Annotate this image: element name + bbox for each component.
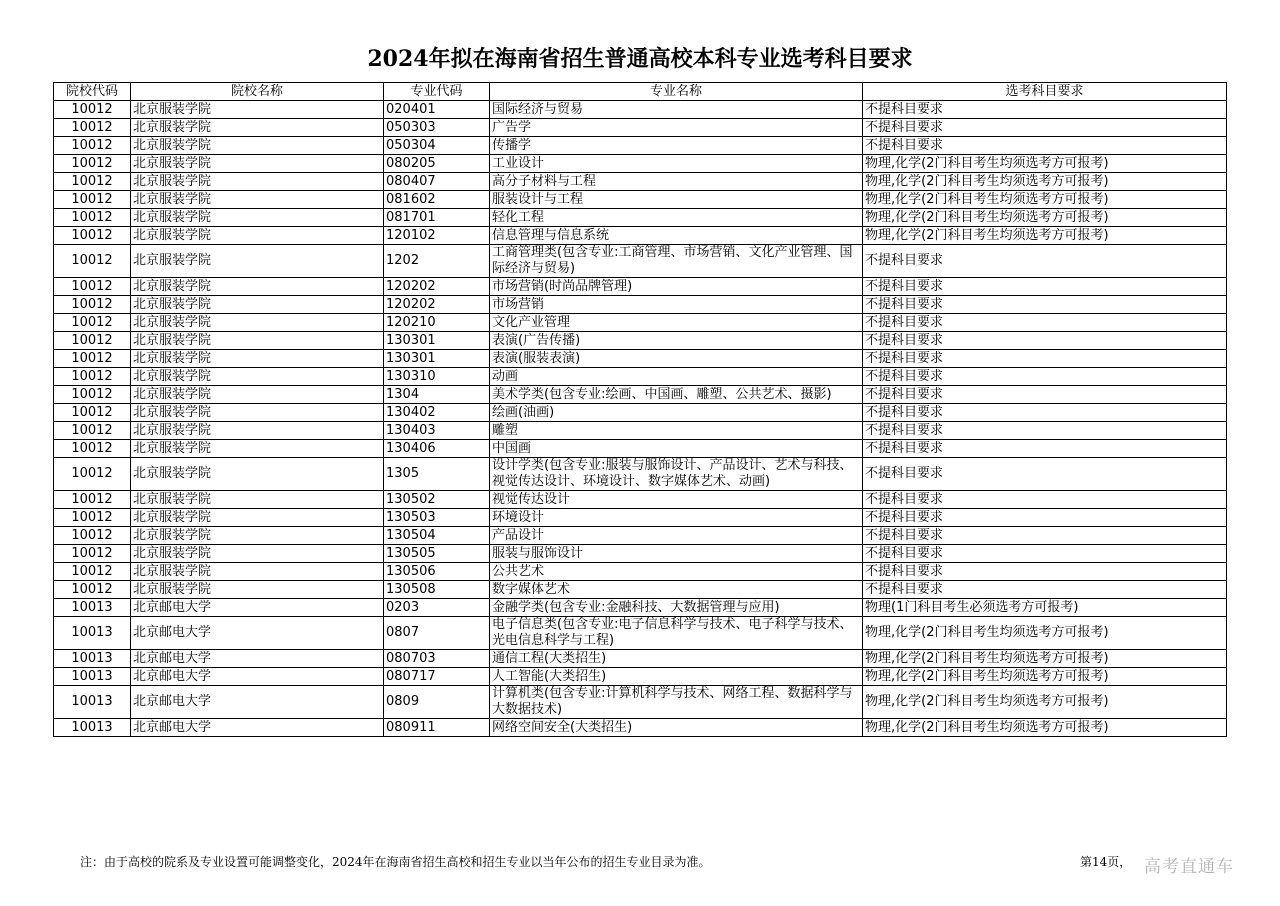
- table-row: [54, 719, 1227, 737]
- school-name-cell: 北京服装学院: [131, 296, 384, 314]
- subject-requirement-cell: 不提科目要求: [863, 458, 1227, 491]
- table-row: [54, 686, 1227, 719]
- table-row: [54, 422, 1227, 440]
- subject-requirement-cell: 物理,化学(2门科目考生均须选考方可报考): [863, 173, 1227, 191]
- table-row: [54, 191, 1227, 209]
- major-code-cell: 130504: [384, 527, 490, 545]
- subject-requirement-cell: 不提科目要求: [863, 314, 1227, 332]
- school-code-cell: 10013: [54, 686, 131, 719]
- major-name-cell: 设计学类(包含专业:服装与服饰设计、产品设计、艺术与科技、视觉传达设计、环境设计、数字媒体艺术、动画): [490, 458, 863, 491]
- subject-requirement-cell: 物理,化学(2门科目考生均须选考方可报考): [863, 719, 1227, 737]
- header-major-code: 专业代码: [384, 83, 490, 101]
- major-code-cell: 020401: [384, 101, 490, 119]
- subject-requirement-cell: 不提科目要求: [863, 332, 1227, 350]
- major-name-cell: 轻化工程: [490, 209, 863, 227]
- table-row: [54, 563, 1227, 581]
- major-code-cell: 120202: [384, 278, 490, 296]
- table-row: [54, 119, 1227, 137]
- table-row: [54, 155, 1227, 173]
- major-code-cell: 130310: [384, 368, 490, 386]
- table-header-row: [54, 83, 1227, 101]
- subject-requirement-cell: 物理,化学(2门科目考生均须选考方可报考): [863, 668, 1227, 686]
- subject-requirement-cell: 不提科目要求: [863, 101, 1227, 119]
- school-name-cell: 北京服装学院: [131, 527, 384, 545]
- requirements-table: [53, 82, 1227, 737]
- table-row: [54, 245, 1227, 278]
- major-code-cell: 050303: [384, 119, 490, 137]
- major-name-cell: 广告学: [490, 119, 863, 137]
- school-name-cell: 北京服装学院: [131, 155, 384, 173]
- major-code-cell: 080717: [384, 668, 490, 686]
- subject-requirement-cell: 物理,化学(2门科目考生均须选考方可报考): [863, 617, 1227, 650]
- major-code-cell: 130503: [384, 509, 490, 527]
- school-code-cell: 10012: [54, 227, 131, 245]
- header-major-name: 专业名称: [490, 83, 863, 101]
- school-code-cell: 10012: [54, 368, 131, 386]
- school-name-cell: 北京服装学院: [131, 581, 384, 599]
- major-code-cell: 080703: [384, 650, 490, 668]
- major-name-cell: 电子信息类(包含专业:电子信息科学与技术、电子科学与技术、光电信息科学与工程): [490, 617, 863, 650]
- major-name-cell: 计算机类(包含专业:计算机科学与技术、网络工程、数据科学与大数据技术): [490, 686, 863, 719]
- subject-requirement-cell: 不提科目要求: [863, 404, 1227, 422]
- school-code-cell: 10012: [54, 404, 131, 422]
- school-code-cell: 10012: [54, 209, 131, 227]
- table-row: [54, 527, 1227, 545]
- footer-note: 注：由于高校的院系及专业设置可能调整变化，2024年在海南省招生高校和招生专业以当年公布的招生专业目录为准。: [80, 855, 711, 869]
- major-code-cell: 081602: [384, 191, 490, 209]
- school-name-cell: 北京服装学院: [131, 209, 384, 227]
- major-name-cell: 国际经济与贸易: [490, 101, 863, 119]
- school-name-cell: 北京服装学院: [131, 173, 384, 191]
- school-code-cell: 10012: [54, 191, 131, 209]
- subject-requirement-cell: 不提科目要求: [863, 119, 1227, 137]
- major-name-cell: 美术学类(包含专业:绘画、中国画、雕塑、公共艺术、摄影): [490, 386, 863, 404]
- school-name-cell: 北京服装学院: [131, 386, 384, 404]
- major-name-cell: 公共艺术: [490, 563, 863, 581]
- page-number: 第14页，: [1080, 855, 1132, 869]
- table-row: [54, 227, 1227, 245]
- subject-requirement-cell: 物理,化学(2门科目考生均须选考方可报考): [863, 650, 1227, 668]
- major-name-cell: 环境设计: [490, 509, 863, 527]
- major-code-cell: 130502: [384, 491, 490, 509]
- major-name-cell: 金融学类(包含专业:金融科技、大数据管理与应用): [490, 599, 863, 617]
- school-name-cell: 北京服装学院: [131, 137, 384, 155]
- school-code-cell: 10012: [54, 119, 131, 137]
- subject-requirement-cell: 不提科目要求: [863, 350, 1227, 368]
- document-title: 2024年拟在海南省招生普通高校本科专业选考科目要求: [367, 46, 913, 72]
- subject-requirement-cell: 不提科目要求: [863, 386, 1227, 404]
- major-name-cell: 服装设计与工程: [490, 191, 863, 209]
- school-name-cell: 北京服装学院: [131, 278, 384, 296]
- major-name-cell: 传播学: [490, 137, 863, 155]
- school-code-cell: 10013: [54, 617, 131, 650]
- school-name-cell: 北京服装学院: [131, 404, 384, 422]
- header-school-code: 院校代码: [54, 83, 131, 101]
- school-name-cell: 北京服装学院: [131, 227, 384, 245]
- school-code-cell: 10012: [54, 422, 131, 440]
- major-code-cell: 130402: [384, 404, 490, 422]
- major-name-cell: 信息管理与信息系统: [490, 227, 863, 245]
- major-code-cell: 1305: [384, 458, 490, 491]
- school-name-cell: 北京服装学院: [131, 245, 384, 278]
- school-code-cell: 10012: [54, 563, 131, 581]
- major-code-cell: 130505: [384, 545, 490, 563]
- school-code-cell: 10012: [54, 440, 131, 458]
- major-name-cell: 视觉传达设计: [490, 491, 863, 509]
- major-code-cell: 081701: [384, 209, 490, 227]
- school-name-cell: 北京邮电大学: [131, 650, 384, 668]
- school-name-cell: 北京服装学院: [131, 350, 384, 368]
- school-name-cell: 北京服装学院: [131, 563, 384, 581]
- major-code-cell: 120202: [384, 296, 490, 314]
- major-code-cell: 130403: [384, 422, 490, 440]
- school-code-cell: 10012: [54, 350, 131, 368]
- major-name-cell: 人工智能(大类招生): [490, 668, 863, 686]
- major-code-cell: 0203: [384, 599, 490, 617]
- major-code-cell: 130406: [384, 440, 490, 458]
- major-name-cell: 动画: [490, 368, 863, 386]
- table-row: [54, 137, 1227, 155]
- school-name-cell: 北京服装学院: [131, 545, 384, 563]
- school-code-cell: 10012: [54, 545, 131, 563]
- table-row: [54, 458, 1227, 491]
- school-code-cell: 10012: [54, 296, 131, 314]
- subject-requirement-cell: 不提科目要求: [863, 422, 1227, 440]
- major-code-cell: 130301: [384, 332, 490, 350]
- table-row: [54, 650, 1227, 668]
- table-body: [54, 101, 1227, 737]
- subject-requirement-cell: 物理,化学(2门科目考生均须选考方可报考): [863, 227, 1227, 245]
- table-row: [54, 314, 1227, 332]
- school-name-cell: 北京邮电大学: [131, 719, 384, 737]
- school-code-cell: 10012: [54, 332, 131, 350]
- major-name-cell: 产品设计: [490, 527, 863, 545]
- school-code-cell: 10013: [54, 719, 131, 737]
- school-code-cell: 10012: [54, 137, 131, 155]
- major-name-cell: 市场营销(时尚品牌管理): [490, 278, 863, 296]
- subject-requirement-cell: 不提科目要求: [863, 296, 1227, 314]
- subject-requirement-cell: 不提科目要求: [863, 545, 1227, 563]
- major-code-cell: 0809: [384, 686, 490, 719]
- subject-requirement-cell: 不提科目要求: [863, 491, 1227, 509]
- school-code-cell: 10013: [54, 599, 131, 617]
- school-code-cell: 10012: [54, 155, 131, 173]
- subject-requirement-cell: 物理,化学(2门科目考生均须选考方可报考): [863, 155, 1227, 173]
- table-row: [54, 368, 1227, 386]
- school-name-cell: 北京服装学院: [131, 509, 384, 527]
- school-code-cell: 10012: [54, 245, 131, 278]
- school-name-cell: 北京服装学院: [131, 458, 384, 491]
- major-code-cell: 050304: [384, 137, 490, 155]
- major-name-cell: 网络空间安全(大类招生): [490, 719, 863, 737]
- table-row: [54, 173, 1227, 191]
- school-code-cell: 10012: [54, 581, 131, 599]
- subject-requirement-cell: 物理,化学(2门科目考生均须选考方可报考): [863, 191, 1227, 209]
- school-code-cell: 10012: [54, 101, 131, 119]
- school-code-cell: 10013: [54, 650, 131, 668]
- major-name-cell: 雕塑: [490, 422, 863, 440]
- major-code-cell: 120102: [384, 227, 490, 245]
- school-code-cell: 10012: [54, 386, 131, 404]
- subject-requirement-cell: 不提科目要求: [863, 509, 1227, 527]
- subject-requirement-cell: 不提科目要求: [863, 527, 1227, 545]
- major-code-cell: 0807: [384, 617, 490, 650]
- subject-requirement-cell: 物理(1门科目考生必须选考方可报考): [863, 599, 1227, 617]
- major-name-cell: 绘画(油画): [490, 404, 863, 422]
- school-code-cell: 10012: [54, 314, 131, 332]
- table-row: [54, 545, 1227, 563]
- table-row: [54, 332, 1227, 350]
- header-subject-requirement: 选考科目要求: [863, 83, 1227, 101]
- table-row: [54, 386, 1227, 404]
- table-row: [54, 509, 1227, 527]
- school-name-cell: 北京邮电大学: [131, 668, 384, 686]
- major-code-cell: 1202: [384, 245, 490, 278]
- school-name-cell: 北京邮电大学: [131, 599, 384, 617]
- subject-requirement-cell: 物理,化学(2门科目考生均须选考方可报考): [863, 686, 1227, 719]
- table-row: [54, 404, 1227, 422]
- major-name-cell: 通信工程(大类招生): [490, 650, 863, 668]
- school-name-cell: 北京服装学院: [131, 332, 384, 350]
- major-code-cell: 130506: [384, 563, 490, 581]
- major-code-cell: 080407: [384, 173, 490, 191]
- major-code-cell: 130301: [384, 350, 490, 368]
- table-row: [54, 617, 1227, 650]
- subject-requirement-cell: 不提科目要求: [863, 137, 1227, 155]
- major-name-cell: 市场营销: [490, 296, 863, 314]
- school-code-cell: 10012: [54, 173, 131, 191]
- major-name-cell: 工业设计: [490, 155, 863, 173]
- table-row: [54, 491, 1227, 509]
- major-name-cell: 服装与服饰设计: [490, 545, 863, 563]
- major-name-cell: 表演(服装表演): [490, 350, 863, 368]
- table-row: [54, 581, 1227, 599]
- school-name-cell: 北京服装学院: [131, 368, 384, 386]
- major-name-cell: 文化产业管理: [490, 314, 863, 332]
- subject-requirement-cell: 不提科目要求: [863, 245, 1227, 278]
- subject-requirement-cell: 物理,化学(2门科目考生均须选考方可报考): [863, 209, 1227, 227]
- header-school-name: 院校名称: [131, 83, 384, 101]
- table-row: [54, 350, 1227, 368]
- school-name-cell: 北京邮电大学: [131, 686, 384, 719]
- school-name-cell: 北京服装学院: [131, 101, 384, 119]
- table-row: [54, 599, 1227, 617]
- school-name-cell: 北京邮电大学: [131, 617, 384, 650]
- school-code-cell: 10012: [54, 458, 131, 491]
- school-name-cell: 北京服装学院: [131, 191, 384, 209]
- school-code-cell: 10012: [54, 278, 131, 296]
- subject-requirement-cell: 不提科目要求: [863, 440, 1227, 458]
- table-row: [54, 668, 1227, 686]
- table-row: [54, 278, 1227, 296]
- major-code-cell: 120210: [384, 314, 490, 332]
- major-name-cell: 中国画: [490, 440, 863, 458]
- school-code-cell: 10012: [54, 491, 131, 509]
- school-code-cell: 10012: [54, 509, 131, 527]
- major-name-cell: 工商管理类(包含专业:工商管理、市场营销、文化产业管理、国际经济与贸易): [490, 245, 863, 278]
- subject-requirement-cell: 不提科目要求: [863, 368, 1227, 386]
- school-code-cell: 10013: [54, 668, 131, 686]
- major-code-cell: 080911: [384, 719, 490, 737]
- school-name-cell: 北京服装学院: [131, 119, 384, 137]
- school-code-cell: 10012: [54, 527, 131, 545]
- table-row: [54, 440, 1227, 458]
- major-name-cell: 高分子材料与工程: [490, 173, 863, 191]
- school-name-cell: 北京服装学院: [131, 314, 384, 332]
- school-name-cell: 北京服装学院: [131, 440, 384, 458]
- school-name-cell: 北京服装学院: [131, 491, 384, 509]
- major-code-cell: 080205: [384, 155, 490, 173]
- subject-requirement-cell: 不提科目要求: [863, 581, 1227, 599]
- major-name-cell: 表演(广告传播): [490, 332, 863, 350]
- major-name-cell: 数字媒体艺术: [490, 581, 863, 599]
- table-row: [54, 101, 1227, 119]
- school-name-cell: 北京服装学院: [131, 422, 384, 440]
- major-code-cell: 1304: [384, 386, 490, 404]
- table-row: [54, 296, 1227, 314]
- major-code-cell: 130508: [384, 581, 490, 599]
- table-row: [54, 209, 1227, 227]
- subject-requirement-cell: 不提科目要求: [863, 563, 1227, 581]
- watermark: 高考直通车: [1144, 857, 1234, 877]
- subject-requirement-cell: 不提科目要求: [863, 278, 1227, 296]
